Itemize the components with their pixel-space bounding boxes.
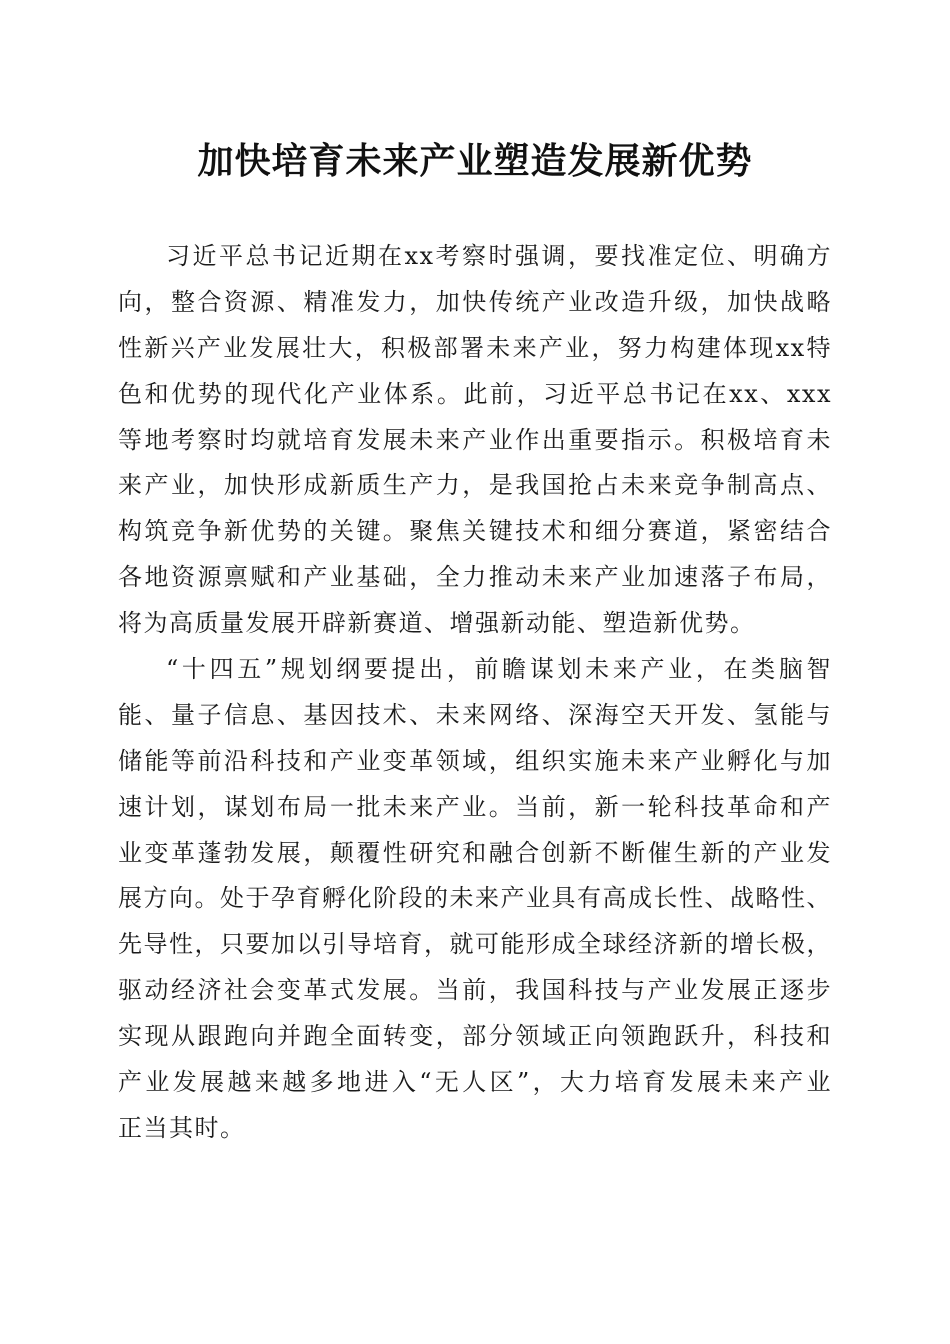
document-body [118, 234, 832, 1152]
text-line: 各地资源禀赋和产业基础，全力推动未来产业加速落子布局， [118, 563, 832, 592]
text-line: 速计划，谋划布局一批未来产业。当前，新一轮科技革命和产 [118, 792, 832, 821]
text-line: 先导性，只要加以引导培育，就可能形成全球经济新的增长极， [118, 930, 832, 959]
paragraph-1 [118, 234, 832, 647]
text-line: 能、量子信息、基因技术、未来网络、深海空天开发、氢能与 [118, 700, 832, 729]
text-line: 将为高质量发展开辟新赛道、增强新动能、塑造新优势。 [118, 609, 756, 638]
text-line: 驱动经济社会变革式发展。当前，我国科技与产业发展正逐步 [118, 976, 832, 1005]
text-line: 色和优势的现代化产业体系。此前，习近平总书记在xx、xxx [118, 379, 832, 408]
paragraph-2 [118, 647, 832, 1152]
text-line: 产业发展越来越多地进入“无人区”，大力培育发展未来产业 [118, 1068, 832, 1097]
text-line: “十四五”规划纲要提出，前瞻谋划未来产业，在类脑智 [166, 655, 832, 684]
text-line: 实现从跟跑向并跑全面转变，部分领域正向领跑跃升，科技和 [118, 1022, 832, 1051]
text-line: 展方向。处于孕育孵化阶段的未来产业具有高成长性、战略性、 [118, 884, 832, 913]
text-line: 业变革蓬勃发展，颠覆性研究和融合创新不断催生新的产业发 [118, 838, 832, 867]
text-line: 性新兴产业发展壮大，积极部署未来产业，努力构建体现xx特 [118, 333, 832, 362]
text-line: 构筑竞争新优势的关键。聚焦关键技术和细分赛道，紧密结合 [118, 517, 832, 546]
text-line: 储能等前沿科技和产业变革领域，组织实施未来产业孵化与加 [118, 746, 832, 775]
text-line: 等地考察时均就培育发展未来产业作出重要指示。积极培育未 [118, 425, 832, 454]
text-line: 向，整合资源、精准发力，加快传统产业改造升级，加快战略 [118, 287, 832, 316]
text-line: 来产业，加快形成新质生产力，是我国抢占未来竞争制高点、 [118, 471, 832, 500]
text-line: 正当其时。 [118, 1113, 246, 1142]
document-title: 加快培育未来产业塑造发展新优势 [197, 140, 753, 182]
text-line: 习近平总书记近期在xx考察时强调，要找准定位、明确方 [166, 242, 832, 270]
